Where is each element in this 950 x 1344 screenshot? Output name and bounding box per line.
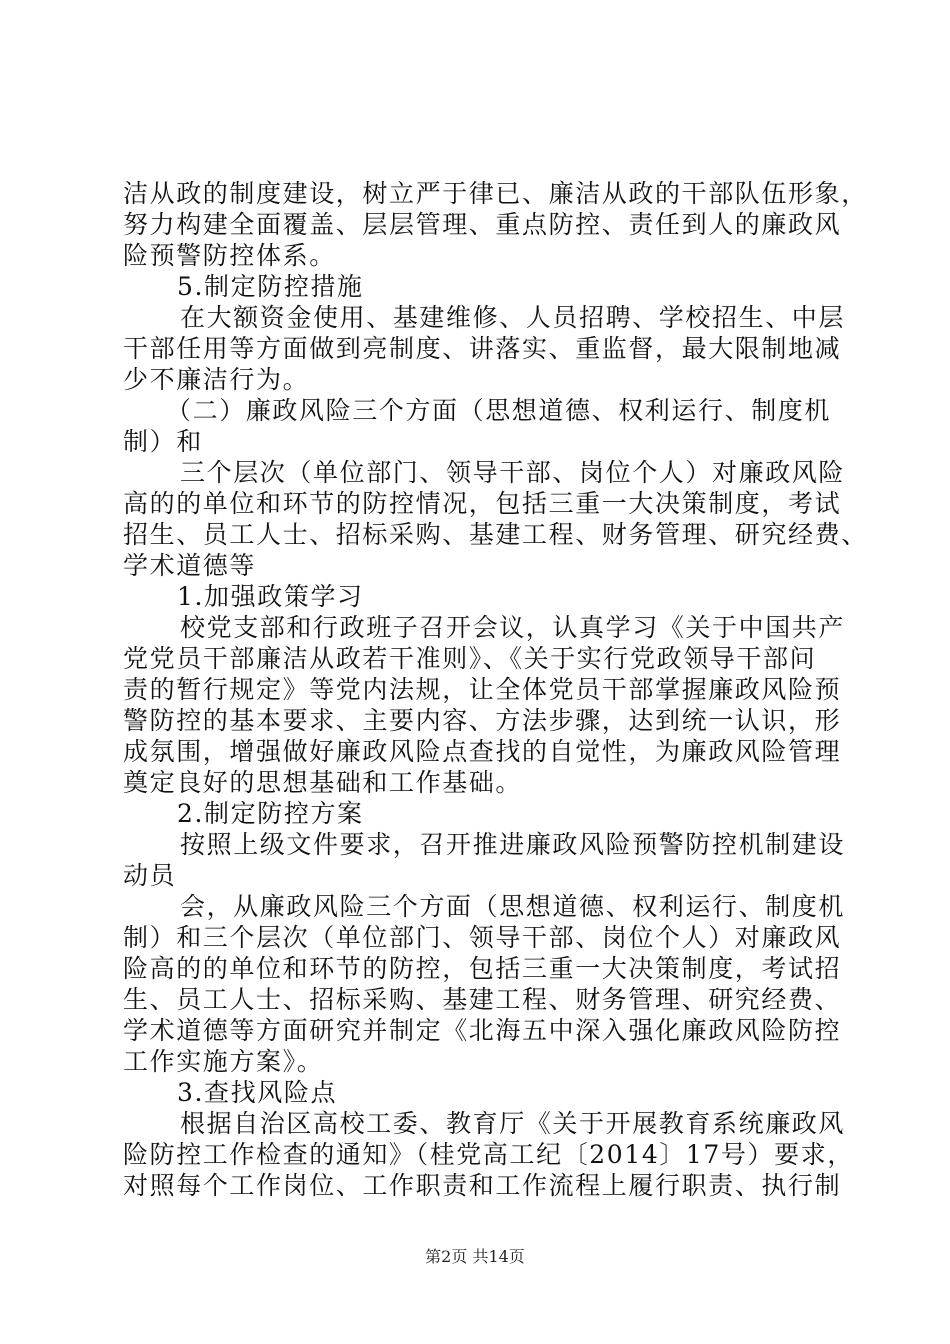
body-text-line: 险防控工作检查的通知》（桂党高工纪〔2014〕17号）要求， — [123, 1140, 854, 1169]
body-text-line: 险预警防控体系。 — [123, 241, 336, 270]
body-text-line: 努力构建全面覆盖、层层管理、重点防控、责任到人的廉政风 — [123, 210, 842, 239]
body-text-line: 三个层次（单位部门、领导干部、岗位个人）对廉政风险 — [180, 458, 846, 487]
body-text-line: 学术道德等方面研究并制定《北海五中深入强化廉政风险防控 — [123, 1016, 842, 1045]
body-text-line: 责的暂行规定》等党内法规，让全体党员干部掌握廉政风险预 — [123, 675, 842, 704]
body-text-line: 招生、员工人士、招标采购、基建工程、财务管理、研究经费、 — [123, 520, 868, 549]
body-text-line: 奠定良好的思想基础和工作基础。 — [123, 768, 523, 797]
body-text-line: 警防控的基本要求、主要内容、方法步骤，达到统一认识，形 — [123, 706, 842, 735]
body-text-line: 少不廉洁行为。 — [123, 365, 310, 394]
section-heading: 3.查找风险点 — [177, 1078, 338, 1107]
body-text-line: 党党员干部廉洁从政若干准则》、《关于实行党政领导干部问 — [123, 644, 817, 673]
body-text-line: 生、员工人士、招标采购、基建工程、财务管理、研究经费、 — [123, 985, 842, 1014]
body-text-line: 学术道德等 — [123, 551, 257, 580]
body-text-line: 对照每个工作岗位、工作职责和工作流程上履行职责、执行制 — [123, 1171, 842, 1200]
body-text-line: 干部任用等方面做到亮制度、讲落实、重监督，最大限制地减 — [123, 334, 842, 363]
section-heading: 2.制定防控方案 — [177, 799, 364, 828]
section-heading: （二）廉政风险三个方面（思想道德、权利运行、制度机 — [166, 396, 832, 425]
page-number-footer: 第2页 共14页 — [425, 1247, 525, 1266]
body-text-line: 制）和三个层次（单位部门、领导干部、岗位个人）对廉政风 — [123, 923, 842, 952]
body-text-line: 校党支部和行政班子召开会议，认真学习《关于中国共产 — [180, 613, 846, 642]
section-heading: 5.制定防控措施 — [177, 272, 364, 301]
body-text-line: 洁从政的制度建设，树立严于律已、廉洁从政的干部队伍形象， — [123, 179, 868, 208]
body-text-line: 高的的单位和环节的防控情况，包括三重一大决策制度，考试 — [123, 489, 842, 518]
body-text-line: 根据自治区高校工委、教育厅《关于开展教育系统廉政风 — [180, 1109, 846, 1138]
body-text-line: 按照上级文件要求，召开推进廉政风险预警防控机制建设 — [180, 830, 846, 859]
section-heading: 1.加强政策学习 — [177, 582, 364, 611]
body-text-line: 动员 — [123, 861, 177, 890]
body-text-line: 险高的的单位和环节的防控，包括三重一大决策制度，考试招 — [123, 954, 842, 983]
body-text-line: 成氛围，增强做好廉政风险点查找的自觉性，为廉政风险管理 — [123, 737, 842, 766]
section-heading: 制）和 — [123, 427, 203, 456]
body-text-line: 工作实施方案》。 — [123, 1047, 324, 1076]
body-text-line: 在大额资金使用、基建维修、人员招聘、学校招生、中层 — [180, 303, 846, 332]
body-text-line: 会，从廉政风险三个方面（思想道德、权利运行、制度机 — [180, 892, 846, 921]
